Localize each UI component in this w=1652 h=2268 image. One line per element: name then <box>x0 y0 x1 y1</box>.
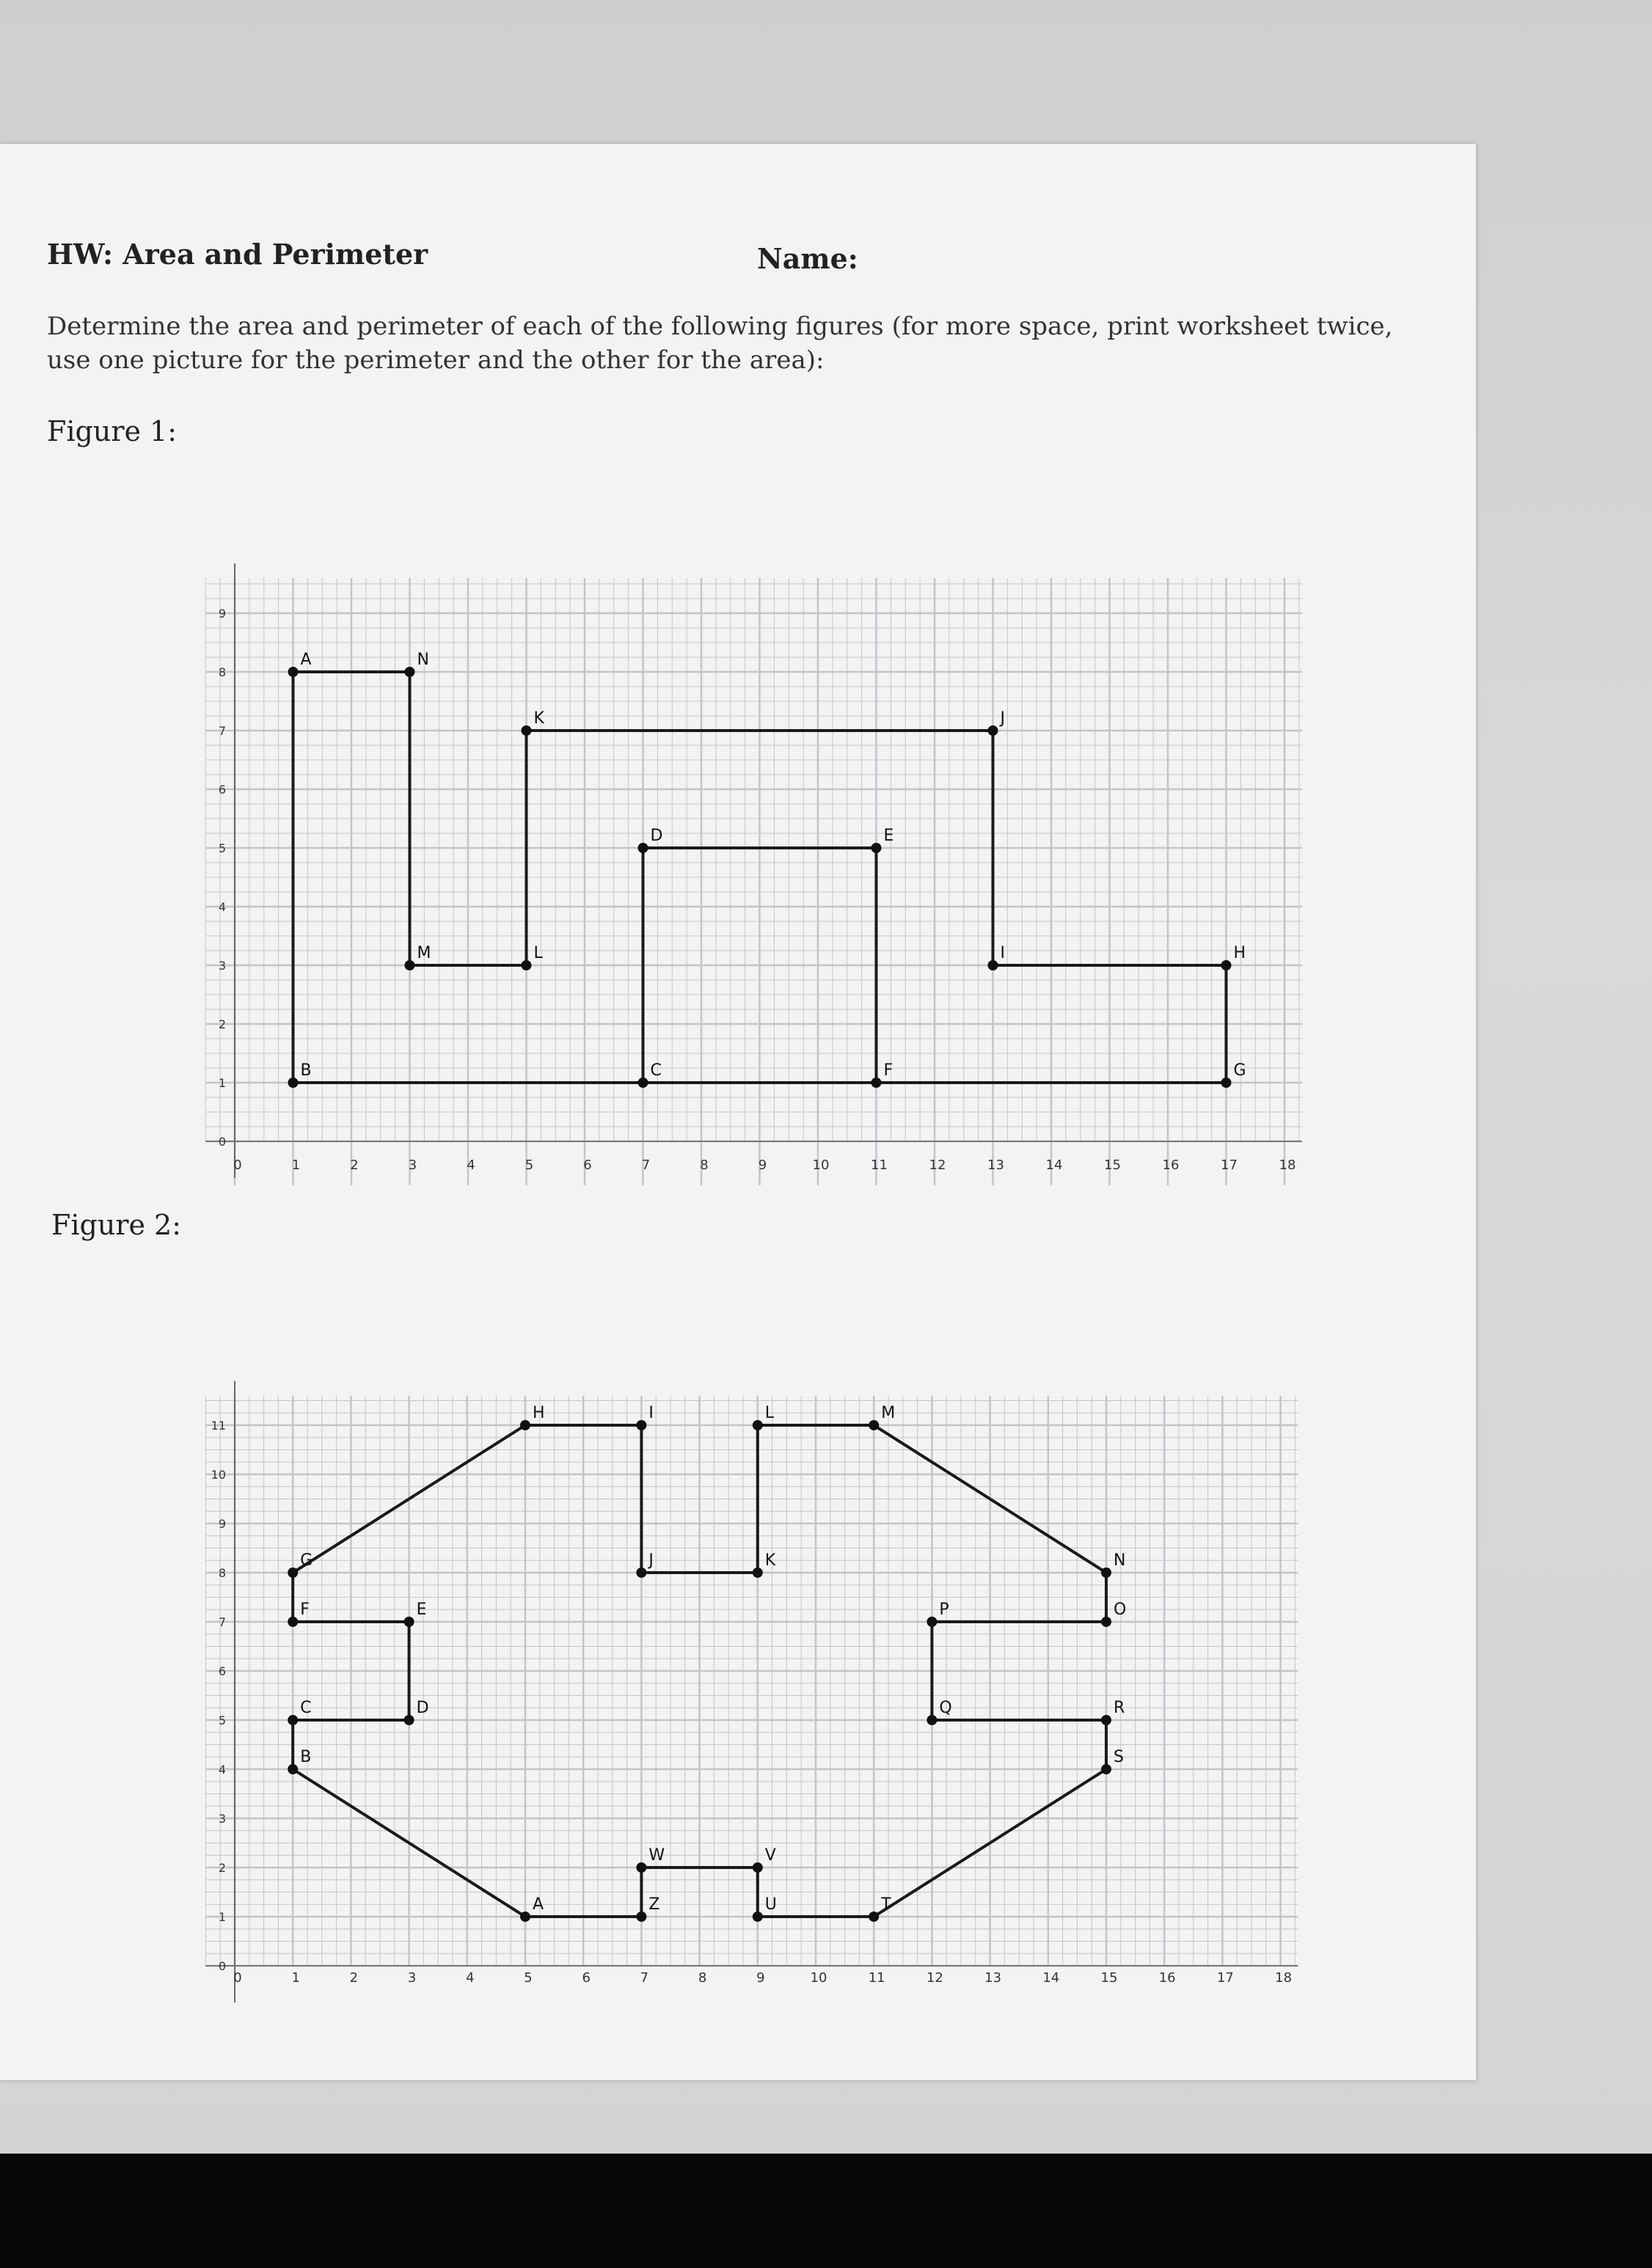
instructions-text: Determine the area and perimeter of each of the following figures (for more space, print worksheet twice, use one picture for the perimeter and the other for the area): <box>47 312 1393 375</box>
vertex-label: H <box>533 1404 545 1422</box>
x-tick-label: 0 <box>233 1970 242 1986</box>
x-tick-label: 4 <box>466 1970 475 1986</box>
vertex-label: Z <box>648 1895 660 1914</box>
x-tick-label: 15 <box>1104 1157 1121 1173</box>
vertex-point <box>753 1862 763 1873</box>
x-tick-label: 18 <box>1275 1970 1293 1986</box>
x-tick-label: 17 <box>1216 1970 1234 1986</box>
vertex-label: B <box>300 1061 312 1080</box>
y-tick-label: 1 <box>218 1910 226 1924</box>
y-tick-label: 6 <box>218 1664 226 1678</box>
vertex-point <box>288 1078 299 1088</box>
vertex-label: B <box>300 1748 312 1766</box>
y-tick-label: 7 <box>218 724 226 738</box>
vertex-point <box>988 960 998 970</box>
vertex-point <box>1101 1715 1111 1725</box>
y-tick-label: 9 <box>218 1517 226 1531</box>
vertex-label: V <box>764 1846 776 1865</box>
x-tick-label: 9 <box>758 1157 767 1173</box>
y-tick-label: 3 <box>218 1812 226 1826</box>
x-tick-label: 12 <box>929 1157 946 1173</box>
worksheet-page <box>0 144 1476 2080</box>
vertex-point <box>288 1764 298 1774</box>
y-tick-label: 7 <box>218 1615 226 1629</box>
vertex-label: K <box>764 1551 776 1570</box>
vertex-label: W <box>648 1846 665 1865</box>
vertex-point <box>753 1568 763 1578</box>
vertex-label: M <box>417 944 431 962</box>
vertex-label: I <box>648 1404 654 1422</box>
y-tick-label: 0 <box>218 1135 226 1149</box>
y-tick-label: 10 <box>211 1468 226 1482</box>
vertex-point <box>404 1617 414 1627</box>
x-tick-label: 6 <box>583 1157 592 1173</box>
vertex-point <box>638 1078 648 1088</box>
vertex-label: U <box>764 1895 777 1914</box>
x-tick-label: 11 <box>868 1970 885 1986</box>
vertex-point <box>288 1617 298 1627</box>
vertex-point <box>520 1420 530 1430</box>
figure-2-label: Figure 2: <box>51 1209 182 1241</box>
vertex-label: E <box>883 827 894 845</box>
vertex-label: N <box>1114 1551 1126 1570</box>
vertex-point <box>753 1420 763 1430</box>
x-tick-label: 5 <box>524 1970 533 1986</box>
vertex-label: A <box>533 1895 544 1914</box>
y-tick-label: 2 <box>218 1861 226 1875</box>
y-tick-label: 8 <box>218 1566 226 1580</box>
vertex-point <box>636 1862 646 1873</box>
monitor-bezel <box>0 2154 1652 2268</box>
y-tick-label: 5 <box>218 1713 226 1727</box>
vertex-point <box>1221 1078 1232 1088</box>
vertex-point <box>869 1912 879 1922</box>
x-tick-label: 10 <box>810 1970 827 1986</box>
vertex-label: E <box>416 1601 427 1619</box>
x-tick-label: 0 <box>233 1157 242 1173</box>
vertex-point <box>1101 1617 1111 1627</box>
x-tick-label: 1 <box>291 1157 301 1173</box>
x-tick-label: 3 <box>407 1970 417 1986</box>
x-tick-label: 16 <box>1158 1970 1176 1986</box>
vertex-label: J <box>1000 709 1005 728</box>
y-tick-label: 8 <box>218 665 226 679</box>
x-tick-label: 14 <box>1042 1970 1060 1986</box>
vertex-point <box>404 1715 414 1725</box>
x-tick-label: 9 <box>756 1970 765 1986</box>
x-tick-label: 13 <box>984 1970 1002 1986</box>
vertex-point <box>520 1912 530 1922</box>
vertex-point <box>1101 1764 1111 1774</box>
x-tick-label: 3 <box>408 1157 417 1173</box>
vertex-label: S <box>1114 1748 1124 1766</box>
vertex-label: F <box>300 1601 310 1619</box>
x-tick-label: 10 <box>812 1157 830 1173</box>
vertex-label: P <box>939 1601 949 1619</box>
vertex-label: C <box>300 1699 312 1717</box>
vertex-label: C <box>650 1061 662 1080</box>
y-tick-label: 4 <box>218 1763 226 1777</box>
vertex-point <box>636 1912 646 1922</box>
vertex-point <box>638 843 648 853</box>
vertex-label: J <box>648 1551 654 1570</box>
x-tick-label: 18 <box>1279 1157 1296 1173</box>
x-tick-label: 8 <box>700 1157 709 1173</box>
x-tick-label: 13 <box>987 1157 1004 1173</box>
vertex-label: L <box>533 944 543 962</box>
x-tick-label: 11 <box>871 1157 888 1173</box>
vertex-point <box>405 960 415 970</box>
vertex-point <box>926 1715 937 1725</box>
vertex-label: I <box>1000 944 1005 962</box>
y-tick-label: 9 <box>218 607 226 621</box>
vertex-point <box>636 1568 646 1578</box>
vertex-label: D <box>650 827 663 845</box>
vertex-label: Q <box>939 1699 952 1717</box>
vertex-point <box>753 1912 763 1922</box>
figure-1-label: Figure 1: <box>47 415 178 447</box>
vertex-point <box>288 1568 298 1578</box>
vertex-label: N <box>417 651 429 669</box>
x-tick-label: 16 <box>1162 1157 1180 1173</box>
vertex-point <box>636 1420 646 1430</box>
x-tick-label: 17 <box>1221 1157 1238 1173</box>
y-tick-label: 6 <box>218 783 226 797</box>
y-tick-label: 2 <box>218 1017 226 1031</box>
x-tick-label: 6 <box>582 1970 591 1986</box>
y-tick-label: 3 <box>218 959 226 973</box>
vertex-label: R <box>1114 1699 1125 1717</box>
x-tick-label: 2 <box>349 1970 359 1986</box>
y-tick-label: 11 <box>211 1419 226 1433</box>
vertex-point <box>871 1078 882 1088</box>
worksheet-title: HW: Area and Perimeter <box>47 238 428 271</box>
vertex-label: H <box>1233 944 1246 962</box>
vertex-label: G <box>300 1551 313 1570</box>
vertex-label: G <box>1233 1061 1246 1080</box>
vertex-label: L <box>764 1404 775 1422</box>
vertex-point <box>869 1420 879 1430</box>
y-tick-label: 5 <box>218 841 226 855</box>
figure-1-graph <box>161 467 1306 1229</box>
vertex-point <box>405 667 415 677</box>
vertex-point <box>288 667 299 677</box>
y-tick-label: 1 <box>218 1076 226 1090</box>
x-tick-label: 12 <box>926 1970 943 1986</box>
vertex-label: F <box>883 1061 893 1080</box>
figure-2-graph <box>161 1232 1306 2054</box>
x-tick-label: 2 <box>350 1157 359 1173</box>
vertex-point <box>871 843 882 853</box>
vertex-label: M <box>881 1404 896 1422</box>
vertex-point <box>522 725 532 736</box>
vertex-point <box>926 1617 937 1627</box>
vertex-point <box>288 1715 298 1725</box>
name-label: Name: <box>757 242 858 275</box>
vertex-label: T <box>881 1895 891 1914</box>
y-tick-label: 4 <box>218 900 226 914</box>
vertex-label: D <box>416 1699 429 1717</box>
x-tick-label: 8 <box>698 1970 707 1986</box>
vertex-point <box>1101 1568 1111 1578</box>
x-tick-label: 7 <box>640 1970 649 1986</box>
y-tick-label: 0 <box>218 1959 226 1973</box>
x-tick-label: 5 <box>525 1157 534 1173</box>
vertex-point <box>988 725 998 736</box>
vertex-label: K <box>533 709 544 728</box>
x-tick-label: 4 <box>467 1157 475 1173</box>
vertex-label: O <box>1114 1601 1127 1619</box>
x-tick-label: 14 <box>1045 1157 1063 1173</box>
x-tick-label: 1 <box>291 1970 300 1986</box>
x-tick-label: 15 <box>1100 1970 1118 1986</box>
vertex-point <box>1221 960 1232 970</box>
vertex-point <box>522 960 532 970</box>
x-tick-label: 7 <box>641 1157 651 1173</box>
vertex-label: A <box>300 651 312 669</box>
